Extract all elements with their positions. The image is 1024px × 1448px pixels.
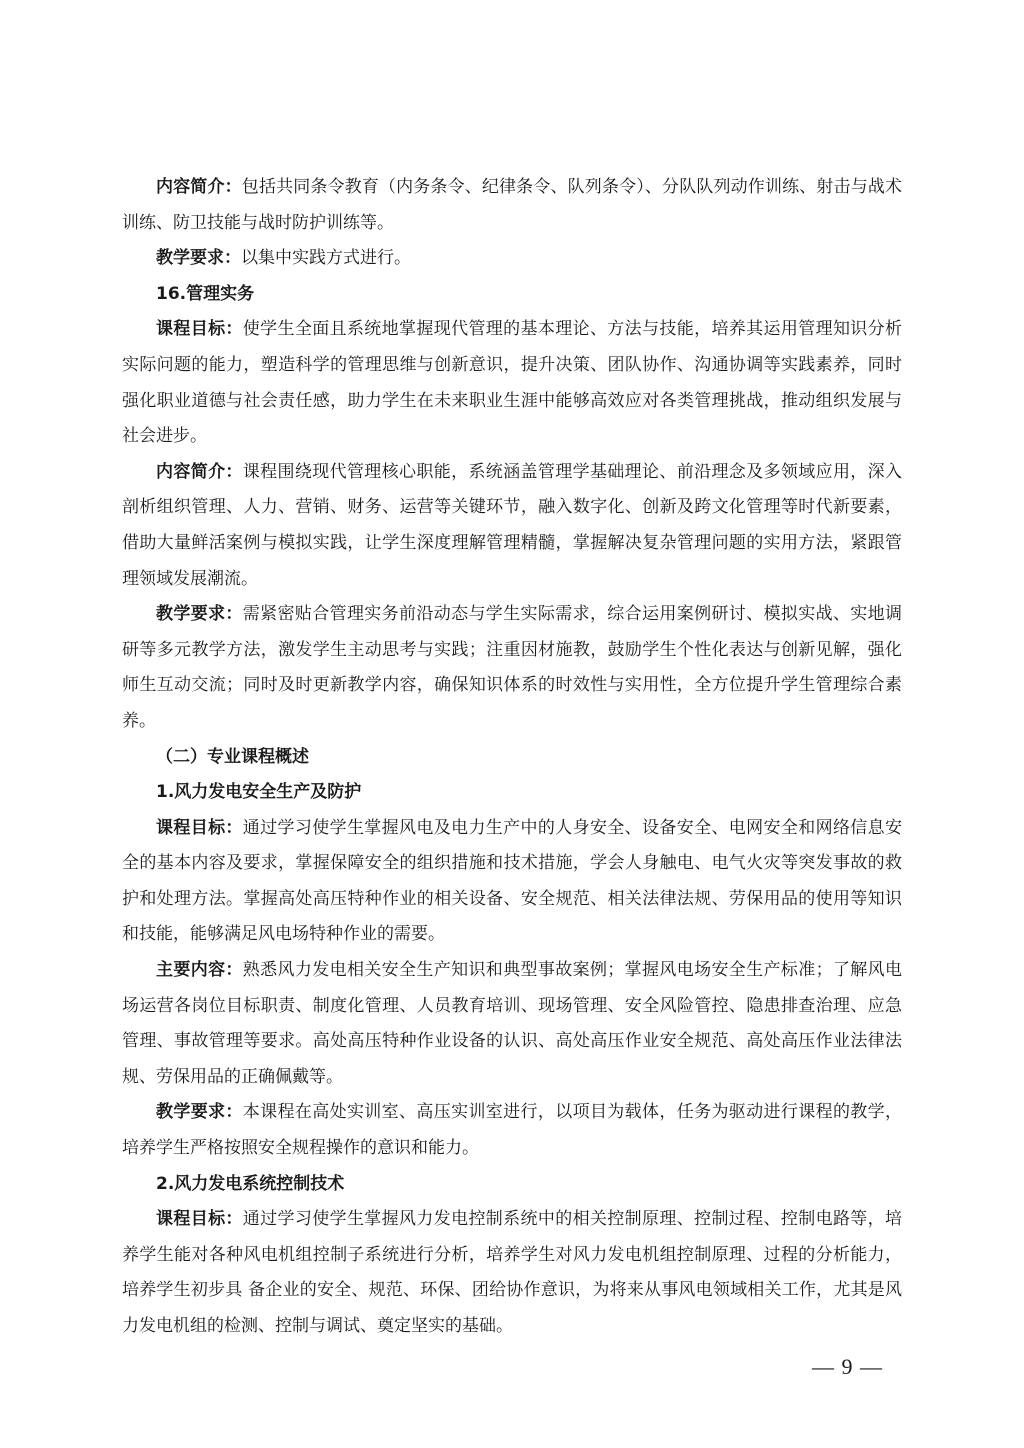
paragraph (122, 455, 902, 597)
section-heading: （二）专业课程概述 (156, 746, 309, 767)
paragraph (122, 1202, 902, 1344)
paragraph (122, 170, 902, 241)
paragraph-label: 教学要求： (156, 248, 241, 269)
paragraph-label: 内容简介： (156, 177, 242, 197)
section-heading: 16.管理实务 (156, 283, 255, 304)
paragraph-label: 课程目标： (156, 1209, 243, 1230)
document-body (122, 170, 902, 1345)
paragraph-label: 内容简介： (156, 461, 243, 482)
paragraph-text: 熟悉风力发电相关安全生产知识和典型事故案例；掌握风电场安全生产标准；了解风电场运营各岗位目标职责、制度化管理、人员教育培训、现场管理、安全风险管控、隐患排查治理、应急管理、事故管理等要求。高处高压特种作业设备的认识、高处高压作业安全规范、高处高压作业法律法规、劳保用品的正确佩戴等。 (122, 960, 903, 1087)
paragraph (122, 953, 902, 1095)
paragraph (122, 597, 902, 739)
paragraph-label: 课程目标： (156, 319, 243, 340)
paragraph-label: 主要内容： (156, 960, 243, 981)
page-number: — 9 — (812, 1354, 883, 1379)
paragraph (122, 1095, 902, 1166)
paragraph-text: 包括共同条令教育（内务条令、纪律条令、队列条令）、分队队列动作训练、射击与战术训练、防卫技能与战时防护训练等。 (122, 177, 903, 233)
paragraph-text: 本课程在高处实训室、高压实训室进行，以项目为载体，任务为驱动进行课程的教学，培养学生严格按照安全规程操作的意识和能力。 (122, 1102, 903, 1159)
paragraph-label: 课程目标： (156, 817, 243, 838)
paragraph-text: 通过学习使学生掌握风力发电控制系统中的相关控制原理、控制过程、控制电路等，培养学生能对各种风电机组控制子系统进行分析，培养学生对风力发电机组控制原理、过程的分析能力，培养学生初步具 备企业的安全、规范、环保、团给协作意识，为将来从事风电领域相关工作，尤其是风力发电机组的检测、控制与调试、奠定坚实的基础。 (122, 1209, 903, 1336)
paragraph-text: 课程围绕现代管理核心职能，系统涵盖管理学基础理论、前沿理念及多领域应用，深入剖析组织管理、人力、营销、财务、运营等关键环节，融入数字化、创新及跨文化管理等时代新要素，借助大量鲜活案例与模拟实践，让学生深度理解管理精髓，掌握解决复杂管理问题的实用方法，紧跟管理领域发展潮流。 (122, 461, 903, 589)
paragraph (122, 241, 902, 277)
paragraph-text: 使学生全面且系统地掌握现代管理的基本理论、方法与技能，培养其运用管理知识分析实际问题的能力，塑造科学的管理思维与创新意识，提升决策、团队协作、沟通协调等实践素养，同时强化职业道德与社会责任感，助力学生在未来职业生涯中能够高效应对各类管理挑战，推动组织发展与社会进步。 (122, 319, 903, 447)
section-heading: 2.风力发电系统控制技术 (156, 1173, 345, 1194)
paragraph (122, 811, 902, 953)
section-heading: 1.风力发电安全生产及防护 (156, 782, 362, 803)
paragraph-text: 通过学习使学生掌握风电及电力生产中的人身安全、设备安全、电网安全和网络信息安全的基本内容及要求，掌握保障安全的组织措施和技术措施，学会人身触电、电气火灾等突发事故的救护和处理方法。掌握高处高压特种作业的相关设备、安全规范、相关法律法规、劳保用品的使用等知识和技能，能够满足风电场特种作业的需要。 (122, 817, 903, 945)
paragraph-label: 教学要求： (156, 604, 243, 625)
paragraph-label: 教学要求： (156, 1102, 243, 1123)
paragraph-text: 以集中实践方式进行。 (241, 248, 411, 269)
paragraph (122, 312, 902, 454)
paragraph-text: 需紧密贴合管理实务前沿动态与学生实际需求，综合运用案例研讨、模拟实战、实地调研等多元教学方法，激发学生主动思考与实践；注重因材施教，鼓励学生个性化表达与创新见解，强化师生互动交流；同时及时更新教学内容，确保知识体系的时效性与实用性，全方位提升学生管理综合素养。 (122, 604, 903, 731)
